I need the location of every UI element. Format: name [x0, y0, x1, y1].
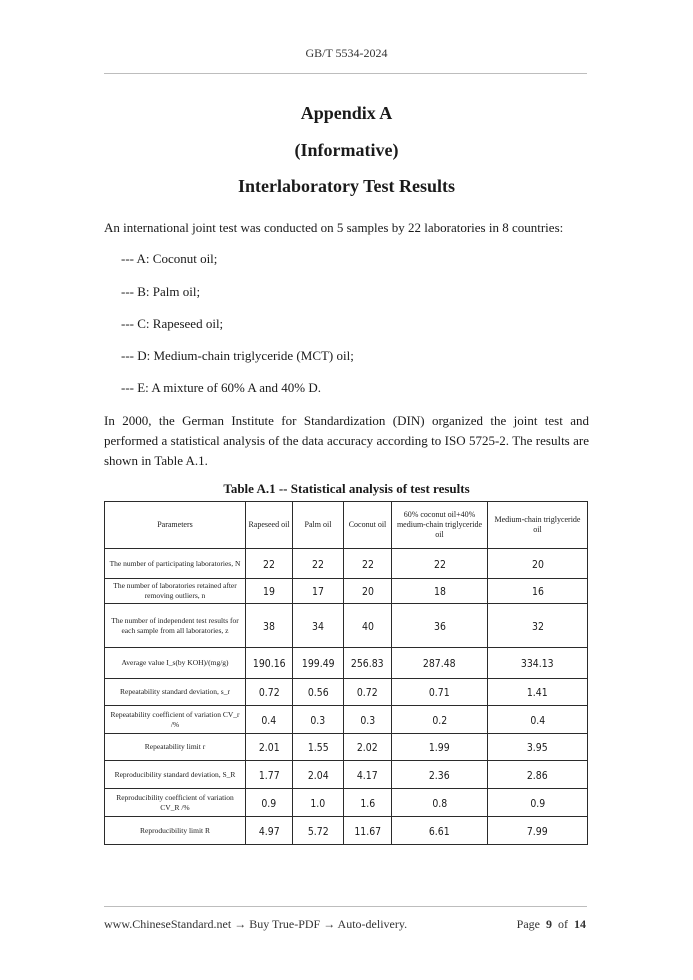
row-value — [488, 734, 588, 761]
row-value — [344, 604, 392, 648]
header-parameters: Parameters — [105, 502, 246, 549]
row-value — [293, 761, 344, 789]
row-value — [246, 648, 293, 679]
cell-value: 4.97 — [258, 824, 280, 838]
cell-value: 0.9 — [261, 796, 277, 810]
header-palm-oil: Palm oil — [293, 502, 344, 549]
cell-value: 0.4 — [530, 713, 545, 727]
row-value — [488, 679, 588, 706]
page-total: 14 — [574, 917, 586, 931]
row-value — [246, 734, 293, 761]
cell-value: 22 — [263, 557, 275, 571]
cell-value: 32 — [531, 619, 544, 633]
table-row — [105, 734, 588, 761]
cell-value: 22 — [433, 557, 446, 571]
cell-value: 22 — [361, 557, 374, 571]
row-parameter: Reproducibility limit R — [105, 817, 246, 845]
cell-value: 3.95 — [527, 741, 548, 754]
cell-value: 20 — [361, 585, 374, 598]
row-value — [344, 817, 392, 845]
cell-value: 199.49 — [301, 657, 335, 670]
cell-value: 11.67 — [354, 824, 381, 838]
cell-value: 0.4 — [261, 713, 277, 727]
row-parameter: The number of laboratories retained after removing outliers, n — [105, 579, 246, 604]
of-word: of — [558, 917, 568, 931]
cell-value: 4.17 — [357, 768, 378, 782]
row-value — [293, 549, 344, 579]
cell-value: 1.99 — [429, 741, 450, 754]
row-value — [293, 679, 344, 706]
cell-value: 2.02 — [357, 741, 378, 754]
table-row — [105, 579, 588, 604]
sample-item-a: --- A: Coconut oil; — [121, 251, 218, 266]
row-value — [344, 789, 392, 817]
cell-value: 18 — [433, 585, 446, 598]
row-value — [392, 789, 488, 817]
cell-value: 0.2 — [432, 713, 447, 727]
row-value — [488, 761, 588, 789]
cell-value: 6.61 — [429, 824, 450, 838]
cell-value: 334.13 — [521, 657, 554, 670]
row-value — [293, 706, 344, 734]
row-value — [392, 734, 488, 761]
row-value — [344, 706, 392, 734]
table-row — [105, 761, 588, 789]
row-value — [392, 706, 488, 734]
row-value — [246, 817, 293, 845]
cell-value: 7.99 — [527, 824, 548, 838]
row-value — [392, 579, 488, 604]
sample-item-e: --- E: A mixture of 60% A and 40% D. — [121, 380, 322, 395]
results-table — [104, 501, 588, 845]
page-indicator — [517, 917, 586, 932]
row-parameter: Repeatability coefficient of variation CV_r /% — [105, 706, 246, 734]
cell-value: 1.77 — [258, 768, 280, 782]
row-value — [344, 679, 392, 706]
row-value — [488, 817, 588, 845]
row-value — [293, 579, 344, 604]
cell-value: 38 — [263, 619, 275, 633]
cell-value: 34 — [312, 619, 324, 633]
row-value — [246, 604, 293, 648]
cell-value: 0.72 — [357, 686, 378, 699]
table-row — [105, 679, 588, 706]
cell-value: 5.72 — [307, 824, 329, 838]
table-row — [105, 817, 588, 845]
header-divider — [104, 73, 587, 74]
cell-value: 0.3 — [360, 713, 375, 727]
row-value — [392, 679, 488, 706]
row-parameter: The number of participating laboratories, N — [105, 549, 246, 579]
table-row — [105, 549, 588, 579]
cell-value: 16 — [531, 585, 544, 598]
header-rapeseed-oil: Rapeseed oil — [246, 502, 293, 549]
row-value — [488, 789, 588, 817]
row-value — [293, 648, 344, 679]
row-value — [246, 679, 293, 706]
intro-paragraph: An international joint test was conducted on 5 samples by 22 laboratories in 8 countries: — [104, 220, 564, 235]
cell-value: 2.36 — [429, 768, 450, 782]
row-value — [246, 706, 293, 734]
row-value — [293, 789, 344, 817]
row-value — [344, 734, 392, 761]
cell-value: 0.71 — [429, 686, 450, 699]
cell-value: 22 — [312, 557, 324, 571]
din-paragraph: In 2000, the German Institute for Standardization (DIN) organized the joint test and performed a statistical analysis of the data accuracy according to ISO 5725-2. The results are shown in Table A.1. — [104, 413, 589, 468]
row-value — [392, 648, 488, 679]
appendix-main-title: Interlaboratory Test Results — [238, 176, 455, 196]
row-value — [344, 549, 392, 579]
sample-item-d: --- D: Medium-chain triglyceride (MCT) oil; — [121, 348, 354, 363]
row-value — [344, 648, 392, 679]
row-parameter: Average value I_s(by KOH)/(mg/g) — [105, 648, 246, 679]
cell-value: 1.0 — [310, 796, 326, 810]
row-value — [488, 579, 588, 604]
row-parameter: Reproducibility standard deviation, S_R — [105, 761, 246, 789]
cell-value: 17 — [312, 585, 324, 598]
sample-item-c: --- C: Rapeseed oil; — [121, 316, 224, 331]
header-mct-oil: Medium-chain triglyceride oil — [488, 502, 588, 549]
cell-value: 287.48 — [423, 657, 456, 670]
table-row — [105, 604, 588, 648]
row-value — [392, 761, 488, 789]
cell-value: 2.01 — [258, 741, 280, 754]
row-value — [293, 817, 344, 845]
row-value — [488, 648, 588, 679]
header-coconut-oil: Coconut oil — [344, 502, 392, 549]
row-value — [246, 549, 293, 579]
sample-item-b: --- B: Palm oil; — [121, 284, 201, 299]
cell-value: 40 — [361, 619, 374, 633]
row-value — [246, 761, 293, 789]
row-parameter: Repeatability limit r — [105, 734, 246, 761]
table-row — [105, 648, 588, 679]
row-value — [392, 817, 488, 845]
row-parameter: The number of independent test results for each sample from all laboratories, z — [105, 604, 246, 648]
row-value — [293, 604, 344, 648]
row-value — [246, 579, 293, 604]
row-parameter: Repeatability standard deviation, s_r — [105, 679, 246, 706]
cell-value: 0.8 — [432, 796, 447, 810]
cell-value: 1.6 — [360, 796, 375, 810]
page-word: Page — [516, 917, 540, 931]
row-value — [488, 604, 588, 648]
footer-divider — [104, 906, 587, 907]
cell-value: 20 — [531, 557, 544, 571]
cell-value: 2.04 — [307, 768, 329, 782]
cell-value: 190.16 — [252, 657, 286, 670]
row-value — [488, 706, 588, 734]
appendix-type: (Informative) — [294, 140, 399, 160]
doc-header: GB/T 5534-2024 — [305, 46, 388, 60]
row-value — [392, 549, 488, 579]
cell-value: 36 — [433, 619, 446, 633]
row-value — [488, 549, 588, 579]
row-value — [293, 734, 344, 761]
cell-value: 0.72 — [258, 686, 280, 699]
appendix-title: Appendix A — [300, 103, 393, 123]
table-header-row — [105, 502, 588, 549]
table-row — [105, 706, 588, 734]
cell-value: 2.86 — [527, 768, 548, 782]
footer-site-link[interactable]: www.ChineseStandard.net → Buy True-PDF → Auto-delivery. — [104, 917, 408, 931]
cell-value: 0.3 — [310, 713, 326, 727]
cell-value: 0.56 — [307, 686, 329, 699]
cell-value: 1.55 — [307, 741, 329, 754]
cell-value: 256.83 — [351, 657, 384, 670]
cell-value: 19 — [263, 585, 275, 598]
row-value — [246, 789, 293, 817]
cell-value: 0.9 — [530, 796, 545, 810]
row-value — [392, 604, 488, 648]
page-number: 9 — [546, 917, 552, 931]
row-value — [344, 579, 392, 604]
table-caption: Table A.1 -- Statistical analysis of test results — [223, 481, 470, 496]
table-row — [105, 789, 588, 817]
cell-value: 1.41 — [527, 686, 548, 699]
row-value — [344, 761, 392, 789]
header-mixture-oil: 60% coconut oil+40% medium-chain triglyceride oil — [392, 502, 488, 549]
row-parameter: Reproducibility coefficient of variation CV_R /% — [105, 789, 246, 817]
